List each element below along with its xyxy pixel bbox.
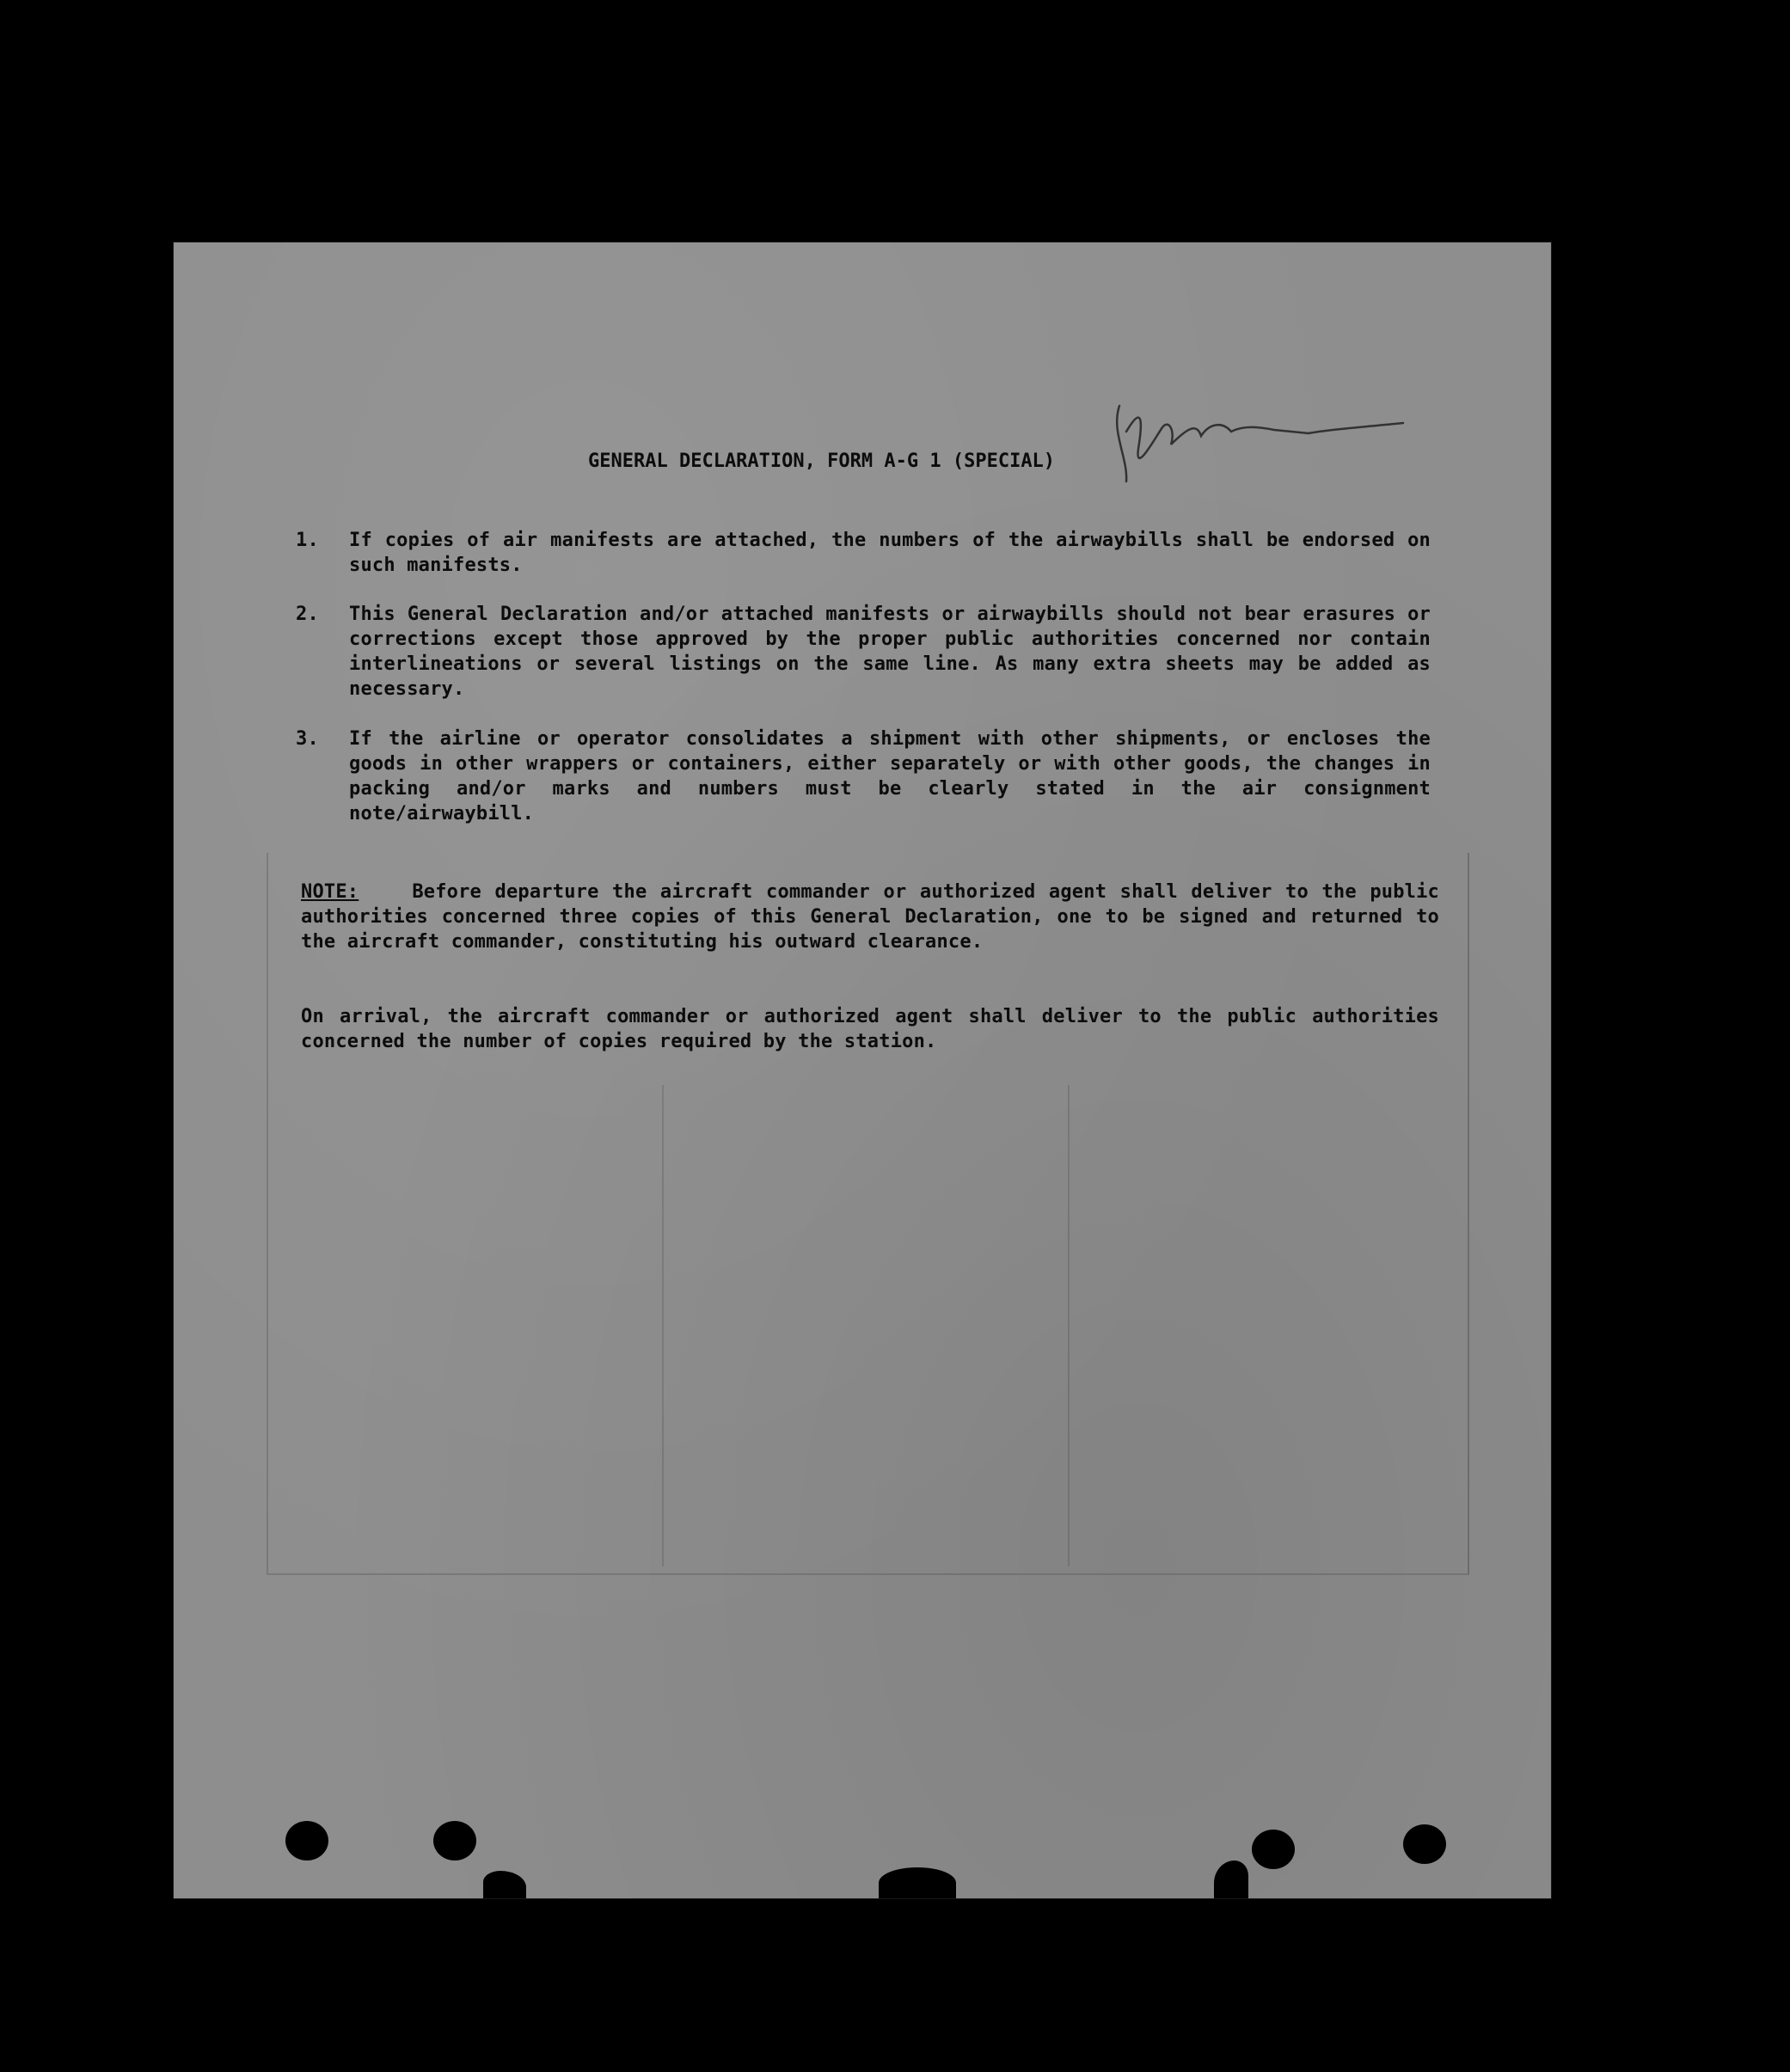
- item-number: 1.: [296, 530, 319, 551]
- item-number: 2.: [296, 604, 319, 625]
- punch-hole: [1403, 1824, 1446, 1864]
- item-text: If copies of air manifests are attached, the numbers of the airwaybills shall be endorsed on such manifests.: [349, 530, 1431, 576]
- torn-edge: [1214, 1861, 1248, 1898]
- list-item: [296, 528, 1431, 578]
- punch-hole: [1252, 1830, 1295, 1869]
- document-page: [174, 242, 1551, 1898]
- handwritten-signature: [1102, 380, 1412, 500]
- note-text: Before departure the aircraft commander or authorized agent shall deliver to the public authorities concerned three copies of this General Declaration, one to be signed and returned to the aircraft commander, constituting his outward clearance.: [301, 881, 1439, 953]
- arrival-note: On arrival, the aircraft commander or authorized agent shall deliver to the public authorities concerned the number of copies required by the station.: [301, 1006, 1439, 1052]
- note-label: NOTE:: [301, 881, 359, 903]
- page-title: GENERAL DECLARATION, FORM A-G 1 (SPECIAL): [588, 451, 1056, 472]
- torn-edge: [483, 1871, 526, 1898]
- punch-hole: [433, 1821, 476, 1861]
- bleed-through-frame: [267, 853, 1469, 1575]
- departure-note: [301, 880, 1439, 954]
- list-item: [296, 726, 1431, 826]
- item-number: 3.: [296, 728, 319, 750]
- torn-edge: [879, 1867, 956, 1898]
- bleed-through-line: [1068, 1085, 1070, 1566]
- item-text: This General Declaration and/or attached manifests or airwaybills should not bear erasures or corrections except those approved by the proper public authorities concerned nor contain interlineations or several listings on the same line. As many extra sheets may be added as necessary.: [349, 604, 1431, 700]
- item-text: If the airline or operator consolidates a shipment with other shipments, or encloses the goods in other wrappers or containers, either separately or with other goods, the changes in packing and/or marks and numbers must be clearly stated in the air consignment note/airwaybill.: [349, 728, 1431, 825]
- bleed-through-line: [662, 1085, 664, 1566]
- list-item: [296, 602, 1431, 702]
- punch-hole: [285, 1821, 328, 1861]
